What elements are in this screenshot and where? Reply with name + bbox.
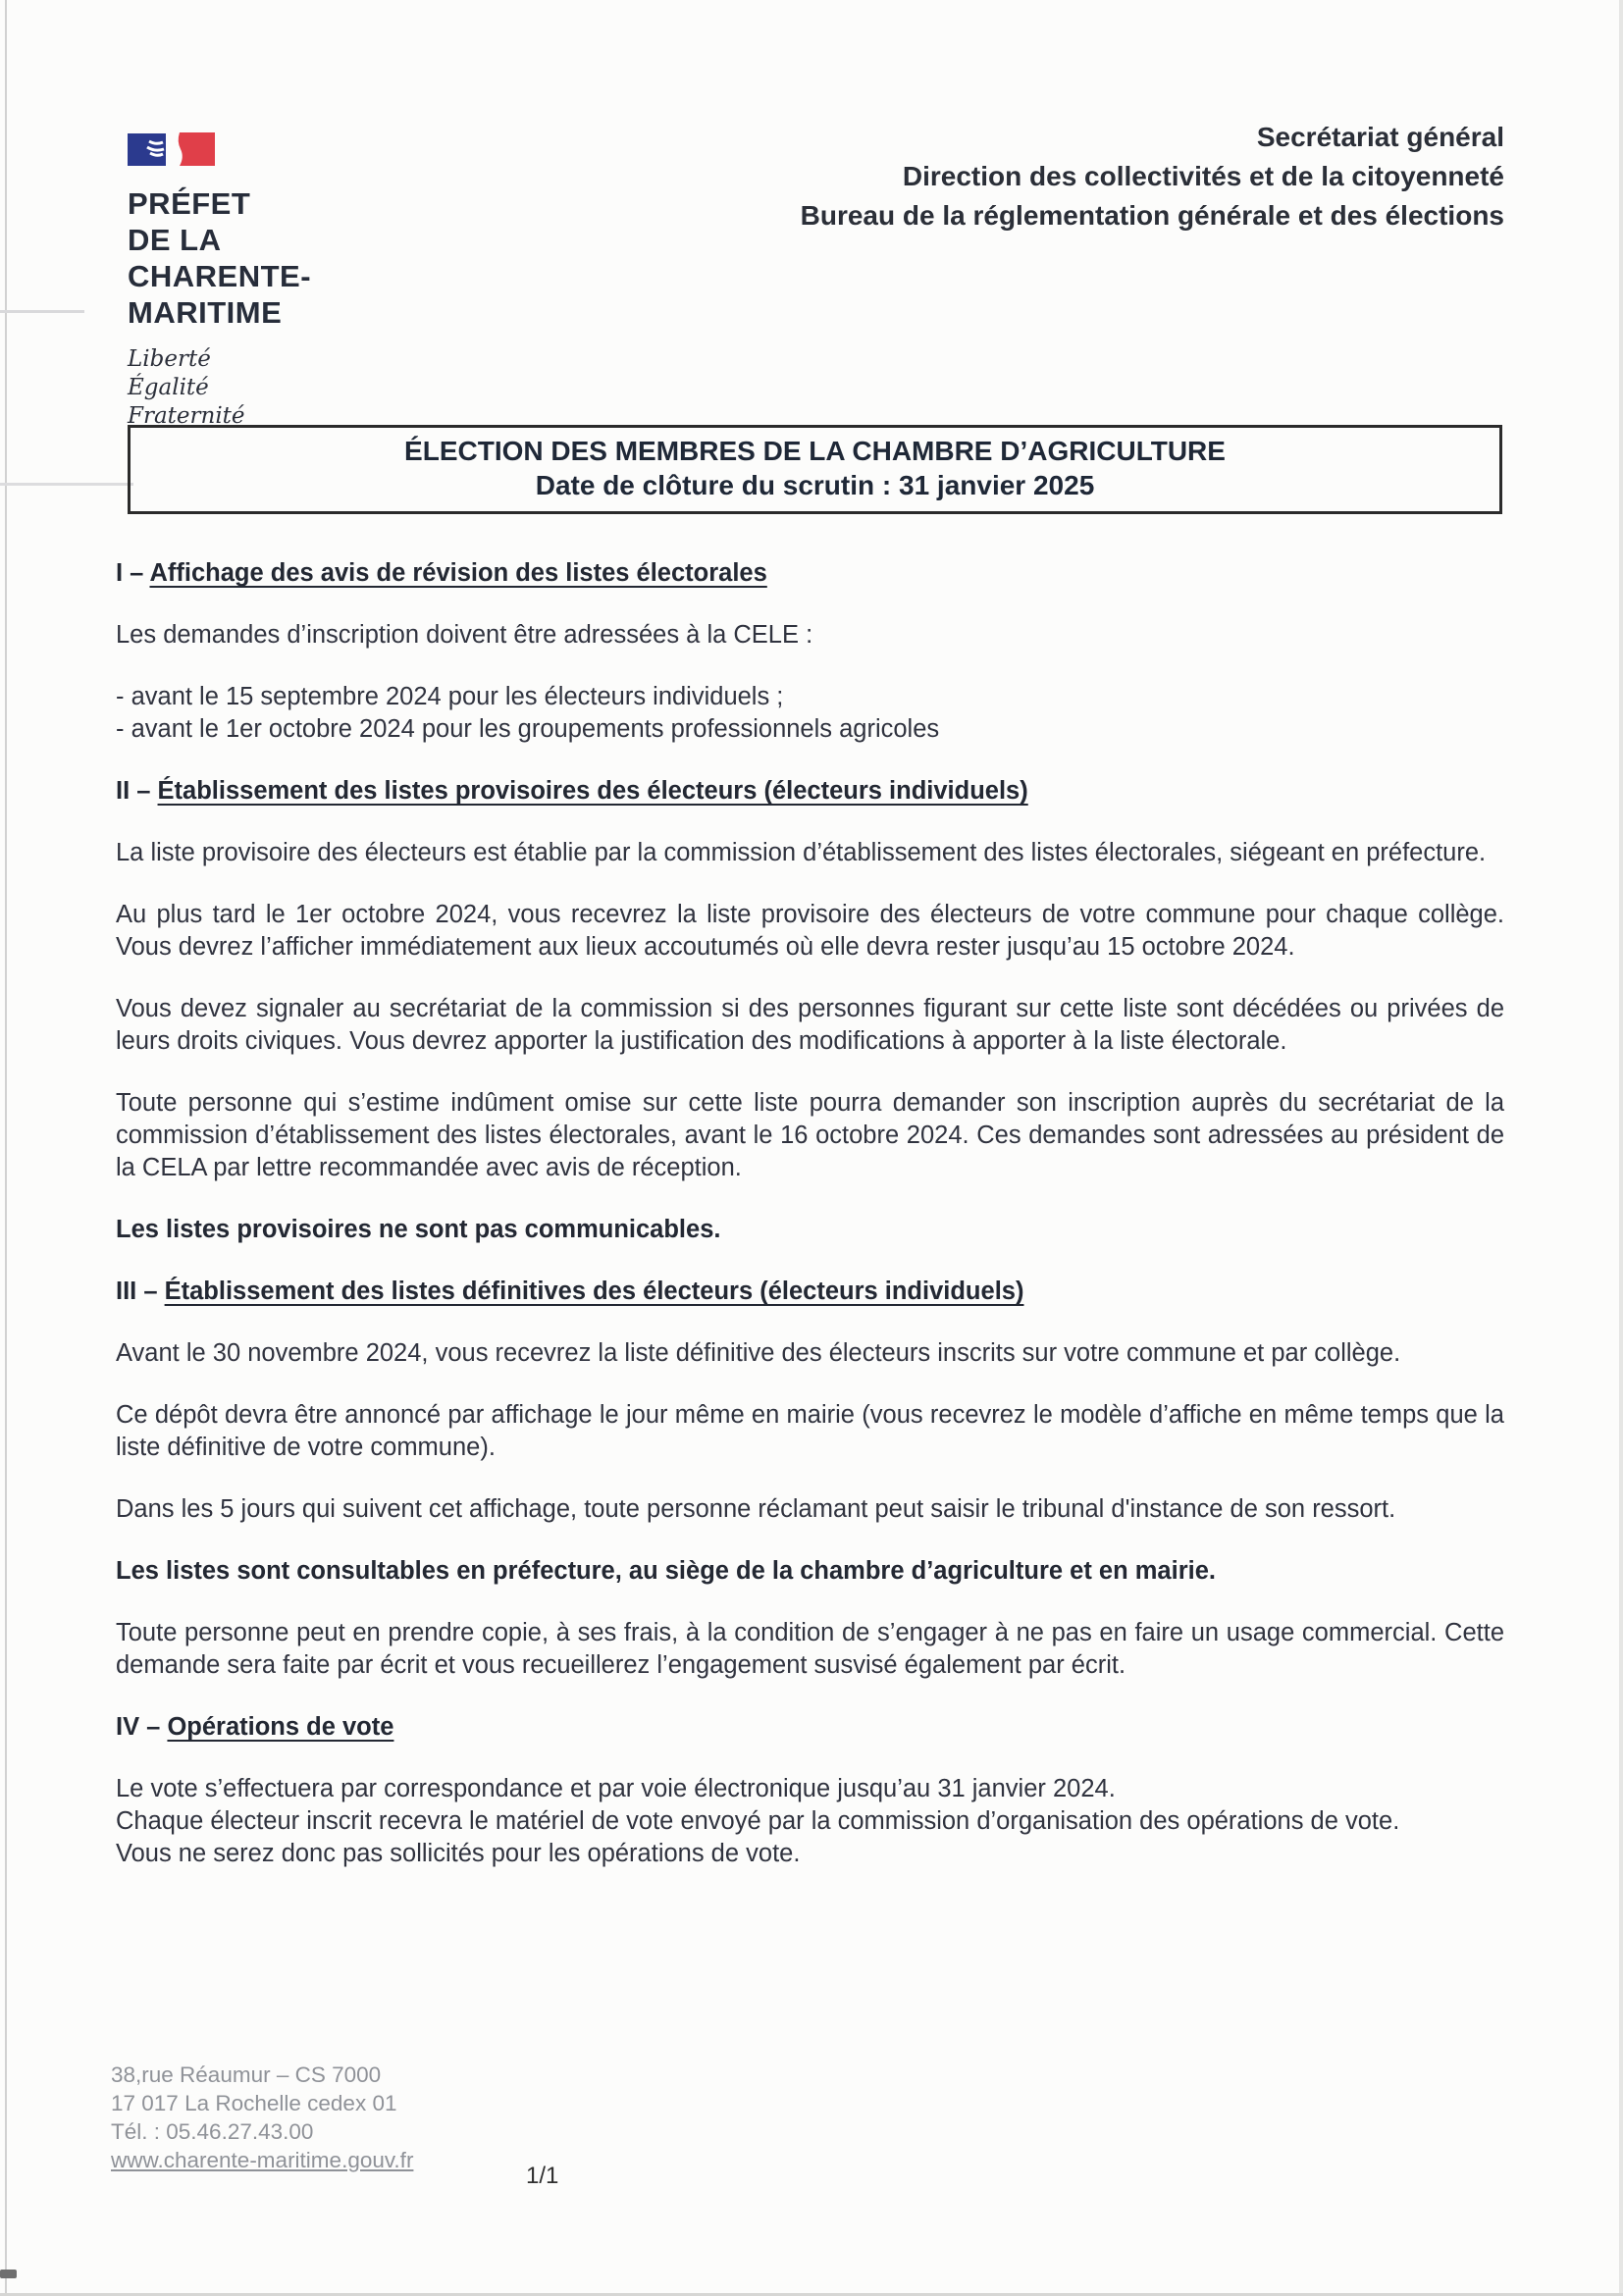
section-number: IV – (116, 1713, 168, 1741)
footer-website-link: www.charente-maritime.gouv.fr (111, 2148, 414, 2172)
section-heading (116, 775, 1504, 808)
section-heading-text: Affichage des avis de révision des listes électorales (149, 559, 767, 587)
page-number: 1/1 (526, 2163, 559, 2189)
paragraph-line: Chaque électeur inscrit recevra le matériel de vote envoyé par la commission d’organisation des opérations de vote. (116, 1807, 1400, 1835)
document-title-box (128, 425, 1502, 514)
section-heading-text: Établissement des listes provisoires des électeurs (électeurs individuels) (157, 777, 1028, 805)
paragraph: Au plus tard le 1er octobre 2024, vous recevrez la liste provisoire des électeurs de votre commune pour chaque collège. Vous devrez l’afficher immédiatement aux lieux accoutumés où elle devra rester jusqu’au 15 octobre 2024. (116, 901, 1504, 961)
section-heading (116, 1276, 1504, 1308)
logo-title-line: MARITIME (128, 295, 283, 330)
paragraph-line: - avant le 15 septembre 2024 pour les électeurs individuels ; (116, 683, 784, 710)
paragraph: Toute personne qui s’estime indûment omise sur cette liste pourra demander son inscription auprès du secrétariat de la commission d’établissement des listes électorales, avant le 16 octobre 2024. Ces demandes sont adressées au président de la CELA par lettre recommandée avec avis de réception. (116, 1089, 1504, 1181)
paragraph: Ce dépôt devra être annoncé par affichage le jour même en mairie (vous recevrez le modèle d’affiche en même temps que la liste définitive de votre commune). (116, 1401, 1504, 1461)
paragraph: Toute personne peut en prendre copie, à ses frais, à la condition de s’engager à ne pas en faire un usage commercial. Cette demande sera faite par écrit et vous recueillerez l’engagement susvisé également par écrit. (116, 1619, 1504, 1679)
department-header-line: Secrétariat général (1256, 122, 1504, 152)
paragraph-group (116, 681, 1504, 746)
logo-title (128, 185, 540, 331)
department-header (801, 118, 1504, 235)
logo-title-line: CHARENTE- (128, 259, 312, 293)
bold-note: Les listes provisoires ne sont pas communicables. (116, 1216, 721, 1243)
document-title: ÉLECTION DES MEMBRES DE LA CHAMBRE D’AGRICULTURE (404, 436, 1226, 466)
department-header-line: Direction des collectivités et de la citoyenneté (902, 161, 1504, 191)
logo-title-line: DE LA (128, 223, 222, 257)
paragraph-group (116, 1773, 1504, 1870)
paragraph-line: Vous ne serez donc pas sollicités pour les opérations de vote. (116, 1840, 801, 1867)
document-footer (111, 2061, 413, 2174)
section-number: III – (116, 1278, 165, 1305)
paragraph-line: Le vote s’effectuera par correspondance et par voie électronique jusqu’au 31 janvier 2024. (116, 1775, 1116, 1802)
scan-streak-artifact (0, 483, 133, 486)
paragraph: Vous devez signaler au secrétariat de la commission si des personnes figurant sur cette liste sont décédées ou privées de leurs droits civiques. Vous devrez apporter la justification des modifications à apporter à la liste électorale. (116, 995, 1504, 1055)
paragraph-line: - avant le 1er octobre 2024 pour les groupements professionnels agricoles (116, 715, 940, 743)
motto-line: Égalité (128, 375, 209, 400)
document-body (116, 557, 1504, 1870)
document-subtitle: Date de clôture du scrutin : 31 janvier 2025 (535, 470, 1095, 500)
scan-mark-artifact (0, 2270, 17, 2278)
french-flag-marianne-icon (128, 131, 540, 172)
section-number: I – (116, 559, 150, 587)
paragraph: Dans les 5 jours qui suivent cet affichage, toute personne réclamant peut saisir le tribunal d'instance de son ressort. (116, 1495, 1396, 1523)
section-heading-text: Établissement des listes définitives des électeurs (électeurs individuels) (164, 1278, 1024, 1305)
scan-edge-artifact (5, 0, 7, 2296)
bold-note: Les listes sont consultables en préfecture, au siège de la chambre d’agriculture et en mairie. (116, 1557, 1216, 1585)
department-header-line: Bureau de la réglementation générale et des élections (800, 200, 1504, 231)
section-heading-text: Opérations de vote (167, 1713, 394, 1741)
section-heading (116, 557, 1504, 590)
section-number: II – (116, 777, 158, 805)
motto-line: Fraternité (128, 403, 245, 429)
logo-motto (128, 345, 540, 431)
document-content (116, 425, 1504, 1900)
motto-line: Liberté (128, 346, 211, 372)
paragraph: Les demandes d’inscription doivent être adressées à la CELE : (116, 621, 813, 649)
footer-address-line: 38,rue Réaumur – CS 7000 (111, 2062, 382, 2087)
footer-address-line: 17 017 La Rochelle cedex 01 (111, 2091, 397, 2115)
prefecture-logo (128, 131, 540, 431)
footer-phone: Tél. : 05.46.27.43.00 (111, 2119, 314, 2144)
logo-title-line: PRÉFET (128, 186, 251, 221)
scan-streak-artifact (0, 310, 84, 313)
scan-edge-artifact (1619, 0, 1623, 2296)
section-heading (116, 1711, 1504, 1744)
paragraph: La liste provisoire des électeurs est établie par la commission d’établissement des listes électorales, siégeant en préfecture. (116, 839, 1487, 866)
paragraph: Avant le 30 novembre 2024, vous recevrez la liste définitive des électeurs inscrits sur votre commune et par collège. (116, 1339, 1401, 1367)
